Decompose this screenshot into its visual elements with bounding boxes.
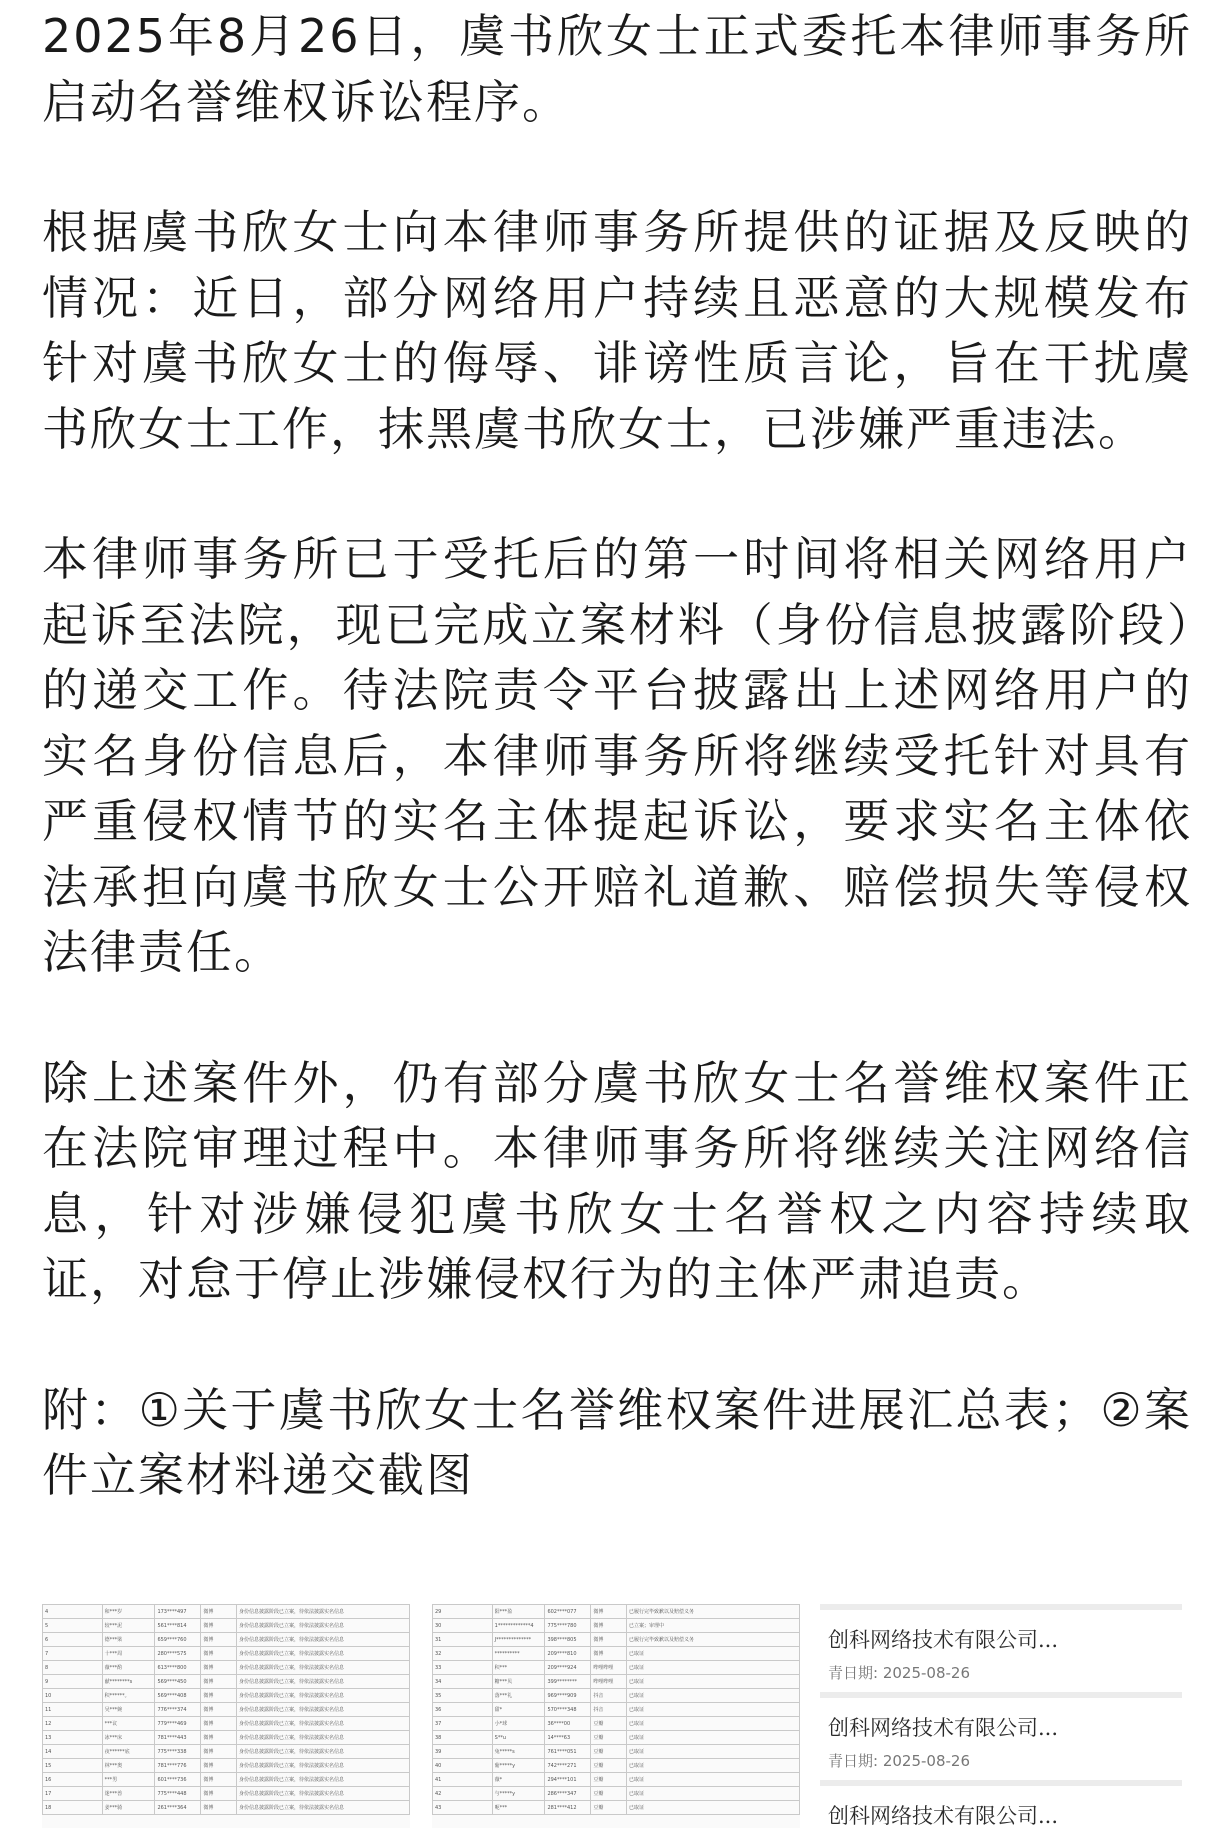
table-cell-platform: 微博 [201,1703,237,1717]
paragraph-commission: 2025年8月26日，虞书欣女士正式委托本律师事务所启动名誉维权诉讼程序。 [42,9,1192,129]
table-cell-status: 已取证 [626,1731,799,1745]
table-cell-id: 742****271 [545,1759,591,1773]
table-cell-name: 阳***盈 [492,1605,545,1619]
table-cell-platform: 微博 [201,1661,237,1675]
file-card [820,1692,1182,1770]
table-cell-status: 已取证 [626,1647,799,1661]
table-cell-status: 已取证 [626,1717,799,1731]
table-cell-platform: 微博 [201,1689,237,1703]
table-cell-status: 已取证 [626,1759,799,1773]
table-cell-no: 7 [43,1647,103,1661]
table-cell-status: 已取证 [626,1773,799,1787]
table-cell-no: 14 [43,1745,103,1759]
table-row [43,1801,410,1815]
table-cell-no: 6 [43,1633,103,1647]
table-cell-platform: 微博 [591,1619,627,1633]
paragraph-attachments: 附：①关于虞书欣女士名誉维权案件进展汇总表；②案件立案材料递交截图 [42,1382,1192,1502]
file-date: 青日期: 2025-08-26 [828,1752,970,1770]
table-cell-platform: 微博 [201,1759,237,1773]
table-cell-id: 209****810 [545,1647,591,1661]
table-row [433,1619,800,1633]
table-cell-status: 身份信息披露阶段已立案，待依法披露实名信息 [236,1633,409,1647]
table-cell-id: 570****348 [545,1703,591,1717]
table-row [43,1717,410,1731]
table-cell-status: 身份信息披露阶段已立案，待依法披露实名信息 [236,1773,409,1787]
filing-screenshot-image[interactable] [820,1604,1182,1828]
table-cell-no: 32 [433,1647,493,1661]
table-cell-status: 已取证 [626,1661,799,1675]
table-row [433,1689,800,1703]
table-cell-name: 吴***婉 [102,1703,155,1717]
table-cell-status: 身份信息披露阶段已立案，待依法披露实名信息 [236,1647,409,1661]
table-cell-platform: 微博 [201,1619,237,1633]
table-row [43,1773,410,1787]
table-cell-id: 761****051 [545,1745,591,1759]
table-cell-no: 17 [43,1787,103,1801]
table-cell-no: 34 [433,1675,493,1689]
table-cell-platform: 微博 [201,1745,237,1759]
table-cell-no: 5 [43,1619,103,1633]
table-cell-status: 已履行完毕致歉以及赔偿义务 [626,1605,799,1619]
table-cell-id: 261****364 [155,1801,201,1815]
table-cell-platform: 微博 [591,1605,627,1619]
case-summary-table-2 [432,1604,800,1815]
table-cell-no: 10 [43,1689,103,1703]
table-cell-platform: 微博 [201,1605,237,1619]
table-cell-id: 569****408 [155,1689,201,1703]
table-cell-id: 775****338 [155,1745,201,1759]
table-row [433,1675,800,1689]
table-cell-platform: 豆瓣 [591,1787,627,1801]
table-cell-no: 42 [433,1787,493,1801]
file-card [820,1780,1182,1828]
table-cell-no: 37 [433,1717,493,1731]
table-cell-id: 601****736 [155,1773,201,1787]
table-row [43,1787,410,1801]
table-cell-id: 561****814 [155,1619,201,1633]
table-cell-platform: 哔哩哔哩 [591,1675,627,1689]
table-cell-no: 39 [433,1745,493,1759]
table-row [433,1703,800,1717]
table-row [43,1689,410,1703]
table-cell-id: 14****63 [545,1731,591,1745]
table-cell-name: 呃*** [492,1801,545,1815]
table-cell-name: 甜* [492,1703,545,1717]
table-cell-platform: 微博 [201,1773,237,1787]
table-row [433,1661,800,1675]
table-cell-name: 薇***酌 [102,1661,155,1675]
paragraph-evidence: 根据虞书欣女士向本律师事务所提供的证据及反映的情况：近日，部分网络用户持续且恶意的大规模发布针对虞书欣女士的侮辱、诽谤性质言论，旨在干扰虞书欣女士工作，抹黑虞书欣女士，已涉嫌严重违法。 [42,205,1192,456]
table-cell-status: 已取证 [626,1801,799,1815]
table-cell-status: 身份信息披露阶段已立案，待依法披露实名信息 [236,1787,409,1801]
table-cell-name: 迷***兽 [102,1787,155,1801]
table-cell-platform: 豆瓣 [591,1773,627,1787]
table-cell-id: 613****800 [155,1661,201,1675]
table-row [43,1605,410,1619]
table-cell-name: 十***周 [102,1647,155,1661]
table-cell-no: 43 [433,1801,493,1815]
table-cell-status: 已取证 [626,1689,799,1703]
file-card [820,1604,1182,1682]
table-cell-id: 36****00 [545,1717,591,1731]
table-cell-id: 775****448 [155,1787,201,1801]
table-cell-status: 身份信息披露阶段已立案，待依法披露实名信息 [236,1619,409,1633]
table-cell-name: 林***奥 [102,1759,155,1773]
table-cell-no: 16 [43,1773,103,1787]
table-row [43,1633,410,1647]
file-name: 创科网络技术有限公司... [828,1628,1059,1652]
table-cell-name: 落***礼 [492,1689,545,1703]
table-row [433,1605,800,1619]
table-row [433,1787,800,1801]
table-cell-name: 夜******底 [102,1745,155,1759]
table-cell-status: 身份信息披露阶段已立案，待依法披露实名信息 [236,1605,409,1619]
table-row [433,1759,800,1773]
attachment-images [42,1604,1182,1828]
table-row [433,1773,800,1787]
table-cell-name: 薇* [492,1773,545,1787]
table-cell-platform: 微博 [201,1731,237,1745]
table-row [433,1731,800,1745]
table-cell-no: 40 [433,1759,493,1773]
table-cell-status: 身份信息披露阶段已立案，待依法披露实名信息 [236,1759,409,1773]
table-cell-no: 36 [433,1703,493,1717]
table-cell-name: ***议 [102,1717,155,1731]
table-cell-name: 积*** [492,1661,545,1675]
paragraph-ongoing-cases: 除上述案件外，仍有部分虞书欣女士名誉维权案件正在法院审理过程中。本律师事务所将继续关注网络信息，针对涉嫌侵犯虞书欣女士名誉权之内容持续取证，对怠于停止涉嫌侵权行为的主体严肃追责。 [42,1055,1192,1306]
table-row [43,1675,410,1689]
table-cell-no: 9 [43,1675,103,1689]
table-cell-id: 209****924 [545,1661,591,1675]
table-cell-no: 18 [43,1801,103,1815]
table-cell-no: 38 [433,1731,493,1745]
table-cell-name: ***男 [102,1773,155,1787]
table-cell-name: ********** [492,1647,545,1661]
table-row [433,1717,800,1731]
table-cell-name: 1*************4 [492,1619,545,1633]
table-cell-status: 身份信息披露阶段已立案，待依法披露实名信息 [236,1661,409,1675]
table-cell-platform: 微博 [201,1787,237,1801]
table-cell-status: 已履行完毕致歉以及赔偿义务 [626,1633,799,1647]
table-cell-status: 已取证 [626,1787,799,1801]
table-cell-name: 和***岁 [102,1605,155,1619]
table-cell-name: 冰***床 [102,1731,155,1745]
table-cell-id: 280****575 [155,1647,201,1661]
table-cell-platform: 微博 [201,1801,237,1815]
table-cell-platform: 豆瓣 [591,1759,627,1773]
table-cell-id: 294****101 [545,1773,591,1787]
table-cell-platform: 微博 [201,1647,237,1661]
table-cell-platform: 抖音 [591,1703,627,1717]
file-name: 创科网络技术有限公司... [828,1716,1059,1740]
case-summary-table [42,1604,410,1815]
table-row [433,1647,800,1661]
table-cell-status: 身份信息披露阶段已立案，待依法披露实名信息 [236,1689,409,1703]
table-cell-name: J************** [492,1633,545,1647]
table-cell-name: 姜***骑 [102,1801,155,1815]
table-cell-no: 8 [43,1661,103,1675]
table-cell-id: 281****412 [545,1801,591,1815]
table-cell-no: 11 [43,1703,103,1717]
table-cell-platform: 微博 [591,1633,627,1647]
table-cell-id: 602****077 [545,1605,591,1619]
table-cell-name: S**u [492,1731,545,1745]
table-cell-name: 糖***贝 [492,1675,545,1689]
table-cell-no: 35 [433,1689,493,1703]
table-cell-id: 286****347 [545,1787,591,1801]
table-cell-no: 31 [433,1633,493,1647]
table-cell-status: 身份信息披露阶段已立案，待依法披露实名信息 [236,1731,409,1745]
table-cell-name: 与*****y [492,1787,545,1801]
table-cell-platform: 微博 [201,1675,237,1689]
table-cell-id: 776****374 [155,1703,201,1717]
table-row [433,1633,800,1647]
table-cell-no: 30 [433,1619,493,1633]
table-cell-platform: 微博 [201,1717,237,1731]
case-summary-table-image-2[interactable] [432,1604,800,1828]
table-row [43,1731,410,1745]
paragraph-lawsuit: 本律师事务所已于受托后的第一时间将相关网络用户起诉至法院，现已完成立案材料（身份信息披露阶段）的递交工作。待法院责令平台披露出上述网络用户的实名身份信息后，本律师事务所将继续受托针对具有严重侵权情节的实名主体提起诉讼，要求实名主体依法承担向虞书欣女士公开赔礼道歉、赔偿损失等侵权法律责任。 [42,532,1192,979]
case-summary-table-image[interactable] [42,1604,410,1828]
table-cell-status: 已立案；审理中 [626,1619,799,1633]
table-cell-name: 葡*****y [492,1759,545,1773]
table-cell-id: 659****760 [155,1633,201,1647]
file-name: 创科网络技术有限公司... [828,1804,1059,1828]
table-cell-platform: 豆瓣 [591,1717,627,1731]
file-date: 青日期: 2025-08-26 [828,1664,970,1682]
table-cell-id: 775****780 [545,1619,591,1633]
table-cell-id: 569****450 [155,1675,201,1689]
table-row [43,1759,410,1773]
table-cell-platform: 豆瓣 [591,1801,627,1815]
table-cell-name: 德***梁 [102,1633,155,1647]
table-row [43,1745,410,1759]
table-cell-no: 13 [43,1731,103,1745]
table-cell-name: 积******。 [102,1689,155,1703]
table-row [433,1745,800,1759]
table-cell-name: 兔*****s [492,1745,545,1759]
table-cell-id: 969****909 [545,1689,591,1703]
table-cell-name: 献********s [102,1675,155,1689]
table-cell-id: 399******** [545,1675,591,1689]
table-cell-platform: 抖音 [591,1689,627,1703]
table-cell-no: 41 [433,1773,493,1787]
table-row [43,1661,410,1675]
table-cell-id: 173****497 [155,1605,201,1619]
table-row [43,1619,410,1633]
table-cell-status: 身份信息披露阶段已立案，待依法披露实名信息 [236,1801,409,1815]
table-cell-no: 33 [433,1661,493,1675]
table-cell-status: 身份信息披露阶段已立案，待依法披露实名信息 [236,1717,409,1731]
table-cell-no: 12 [43,1717,103,1731]
table-row [433,1801,800,1815]
table-cell-name: 较***泥 [102,1619,155,1633]
announcement-article [42,4,1192,1509]
table-cell-platform: 微博 [201,1633,237,1647]
table-row [43,1703,410,1717]
table-cell-id: 781****443 [155,1731,201,1745]
table-cell-platform: 微博 [591,1647,627,1661]
table-cell-platform: 豆瓣 [591,1731,627,1745]
table-cell-id: 781****776 [155,1759,201,1773]
table-row [43,1647,410,1661]
table-cell-status: 身份信息披露阶段已立案，待依法披露实名信息 [236,1703,409,1717]
table-cell-no: 29 [433,1605,493,1619]
table-cell-id: 398****805 [545,1633,591,1647]
table-cell-status: 已取证 [626,1703,799,1717]
table-cell-no: 15 [43,1759,103,1773]
table-cell-id: 779****469 [155,1717,201,1731]
table-cell-status: 已取证 [626,1745,799,1759]
table-cell-status: 身份信息披露阶段已立案，待依法披露实名信息 [236,1745,409,1759]
table-cell-no: 4 [43,1605,103,1619]
table-cell-status: 身份信息披露阶段已立案，待依法披露实名信息 [236,1675,409,1689]
table-cell-status: 已取证 [626,1675,799,1689]
table-cell-platform: 哔哩哔哩 [591,1661,627,1675]
table-cell-name: 小*球 [492,1717,545,1731]
table-cell-platform: 豆瓣 [591,1745,627,1759]
